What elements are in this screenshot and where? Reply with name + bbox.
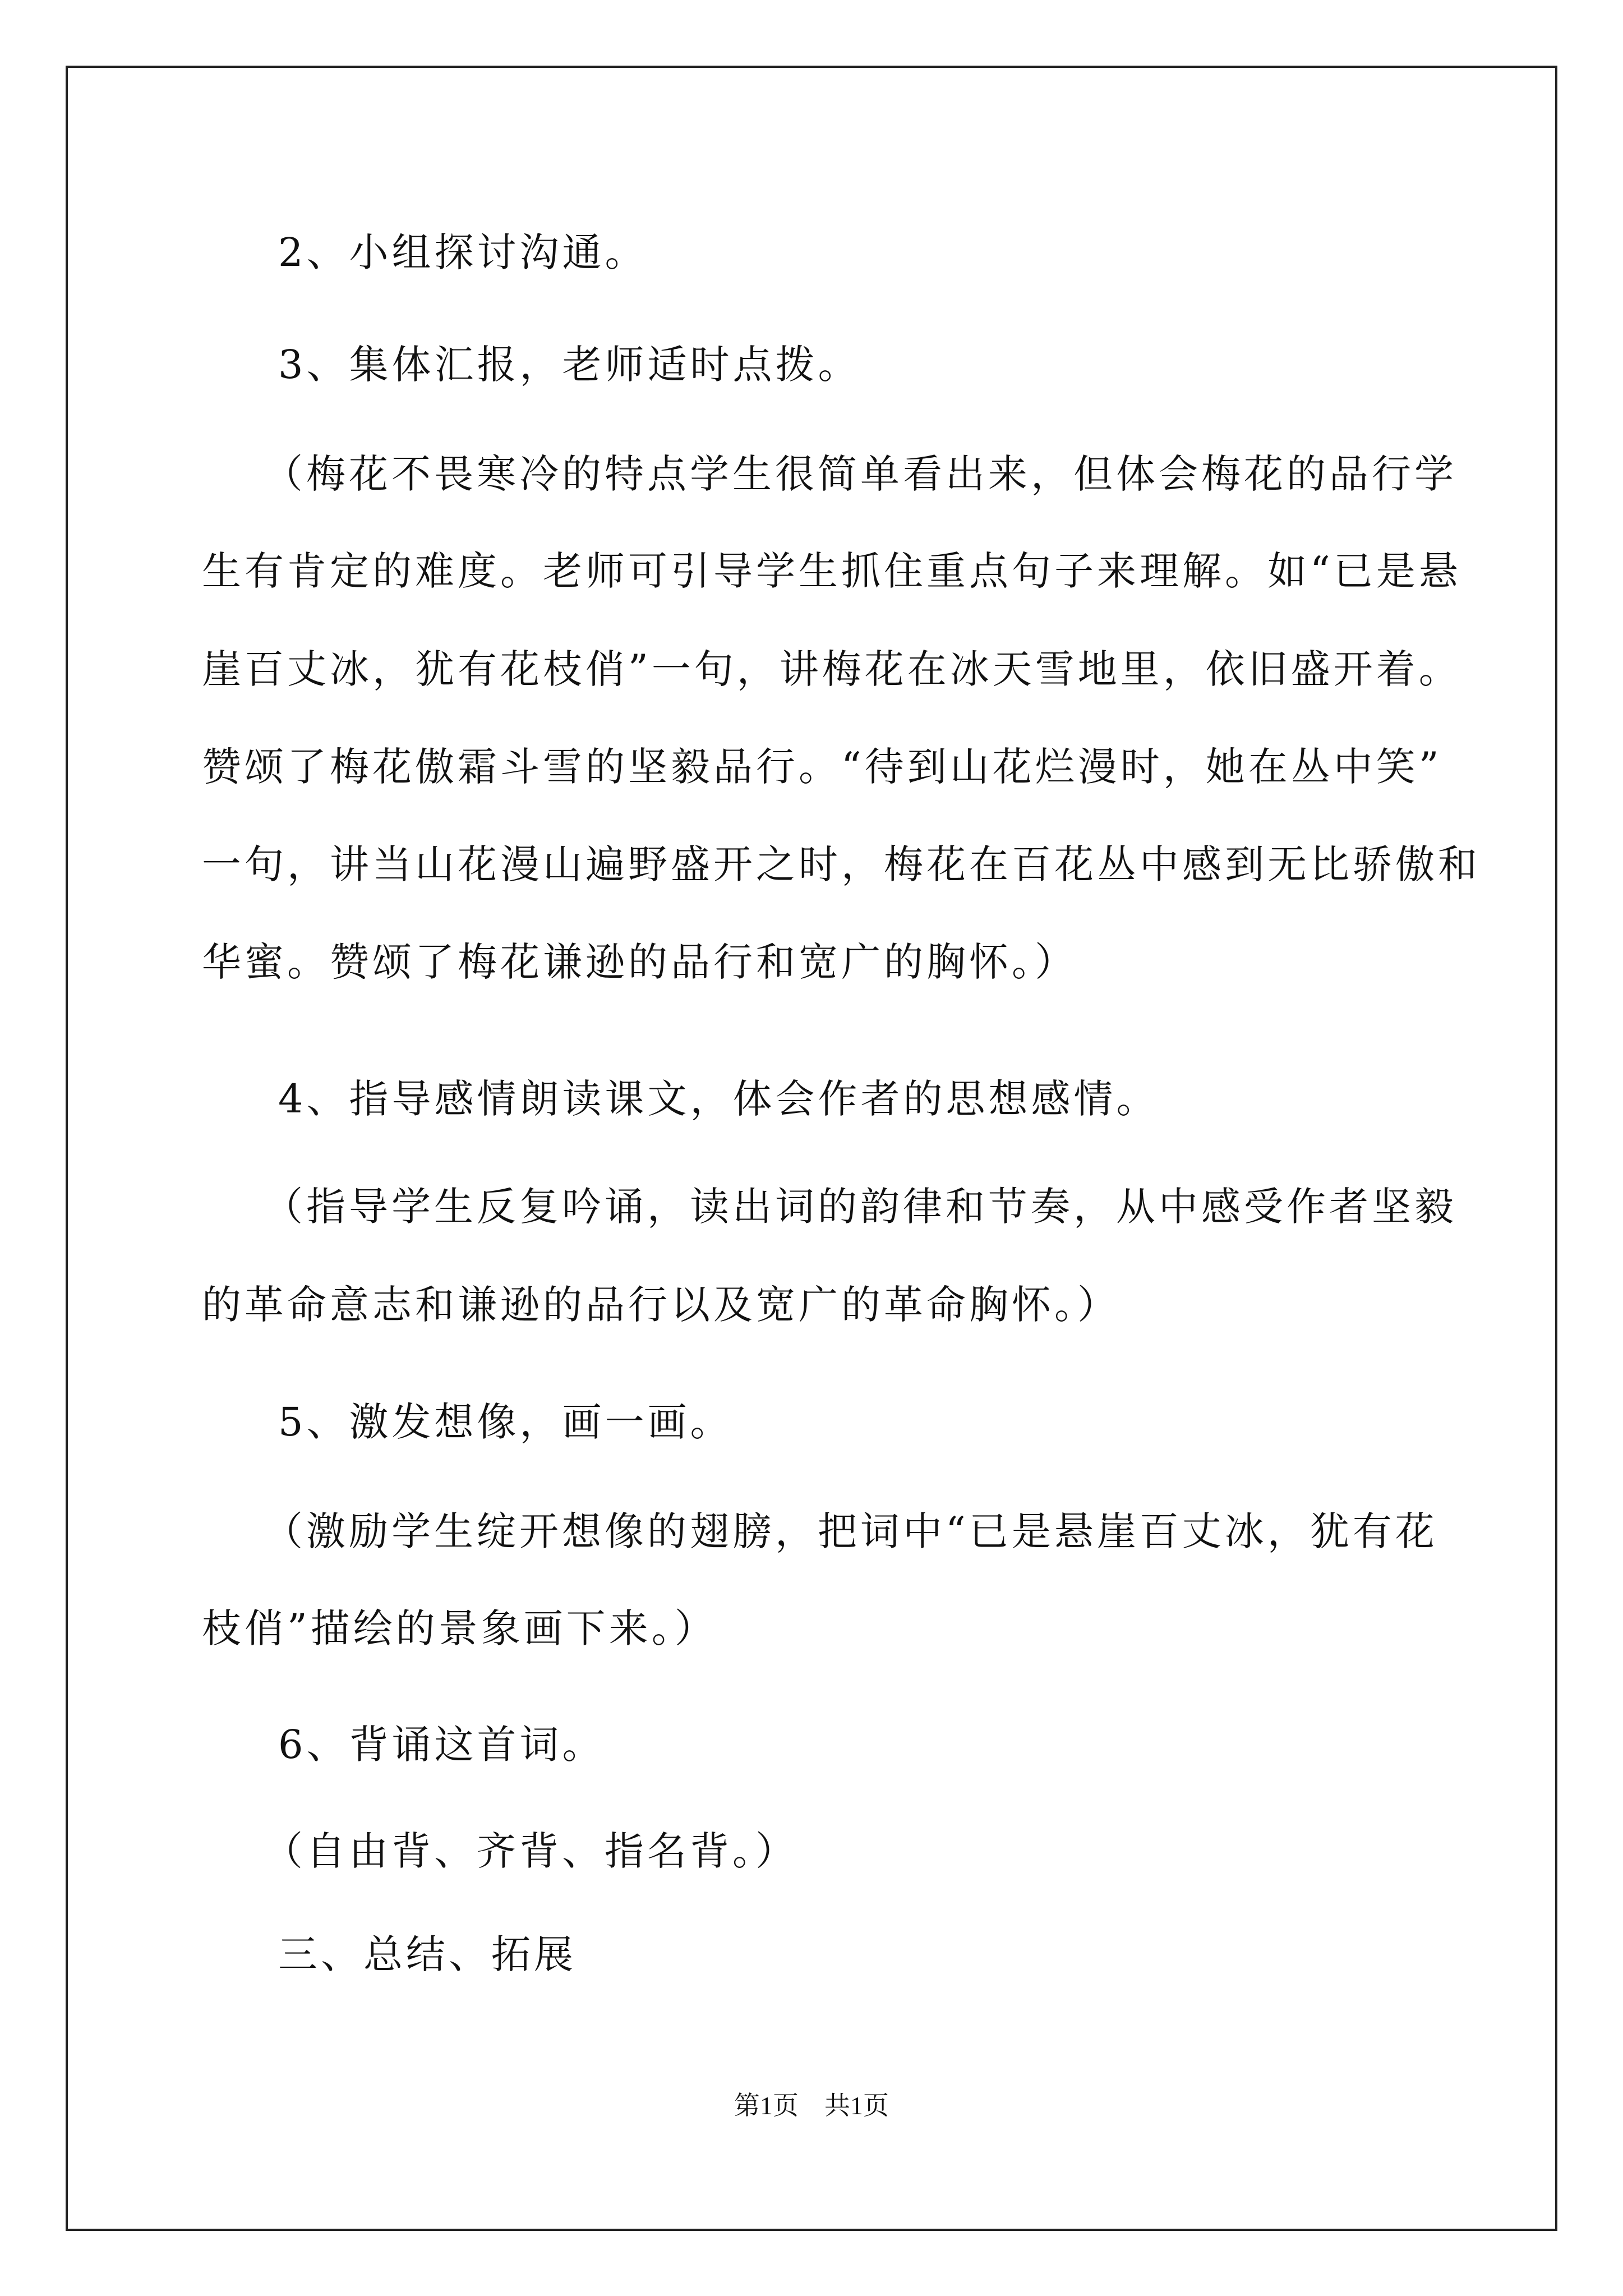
text-line-3: （梅花不畏寒冷的特点学生很简单看出来，但体会梅花的品行学 <box>264 451 1457 497</box>
text-line-2: 3、集体汇报，老师适时点拨。 <box>278 342 861 388</box>
text-line-8: 华蜜。赞颂了梅花谦逊的品行和宽广的胸怀。） <box>202 939 1077 985</box>
text-line-15: 6、背诵这首词。 <box>278 1722 605 1768</box>
text-line-16: （自由背、齐背、指名背。） <box>264 1828 798 1874</box>
text-line-6: 赞颂了梅花傲霜斗雪的坚毅品行。“待到山花烂漫时，她在丛中笑” <box>202 744 1442 790</box>
text-line-11: 的革命意志和谦逊的品行以及宽广的革命胸怀。） <box>202 1282 1120 1328</box>
text-line-7: 一句，讲当山花漫山遍野盛开之时，梅花在百花丛中感到无比骄傲和 <box>202 841 1481 887</box>
text-line-14: 枝俏”描绘的景象画下来。） <box>202 1605 717 1651</box>
text-line-17: 三、总结、拓展 <box>278 1931 577 1977</box>
text-line-13: （激励学生绽开想像的翅膀，把词中“已是悬崖百丈冰，犹有花 <box>264 1508 1438 1554</box>
text-line-5: 崖百丈冰，犹有花枝俏”一句，讲梅花在冰天雪地里，依旧盛开着。 <box>202 646 1461 692</box>
text-line-10: （指导学生反复吟诵，读出词的韵律和节奏，从中感受作者坚毅 <box>264 1184 1457 1230</box>
text-line-1: 2、小组探讨沟通。 <box>278 229 648 275</box>
text-line-12: 5、激发想像，画一画。 <box>278 1399 733 1445</box>
page-number-footer: 第1页 共1页 <box>734 2091 889 2120</box>
text-line-9: 4、指导感情朗读课文，体会作者的思想感情。 <box>278 1076 1159 1122</box>
text-line-4: 生有肯定的难度。老师可引导学生抓住重点句子来理解。如“已是悬 <box>202 548 1461 594</box>
